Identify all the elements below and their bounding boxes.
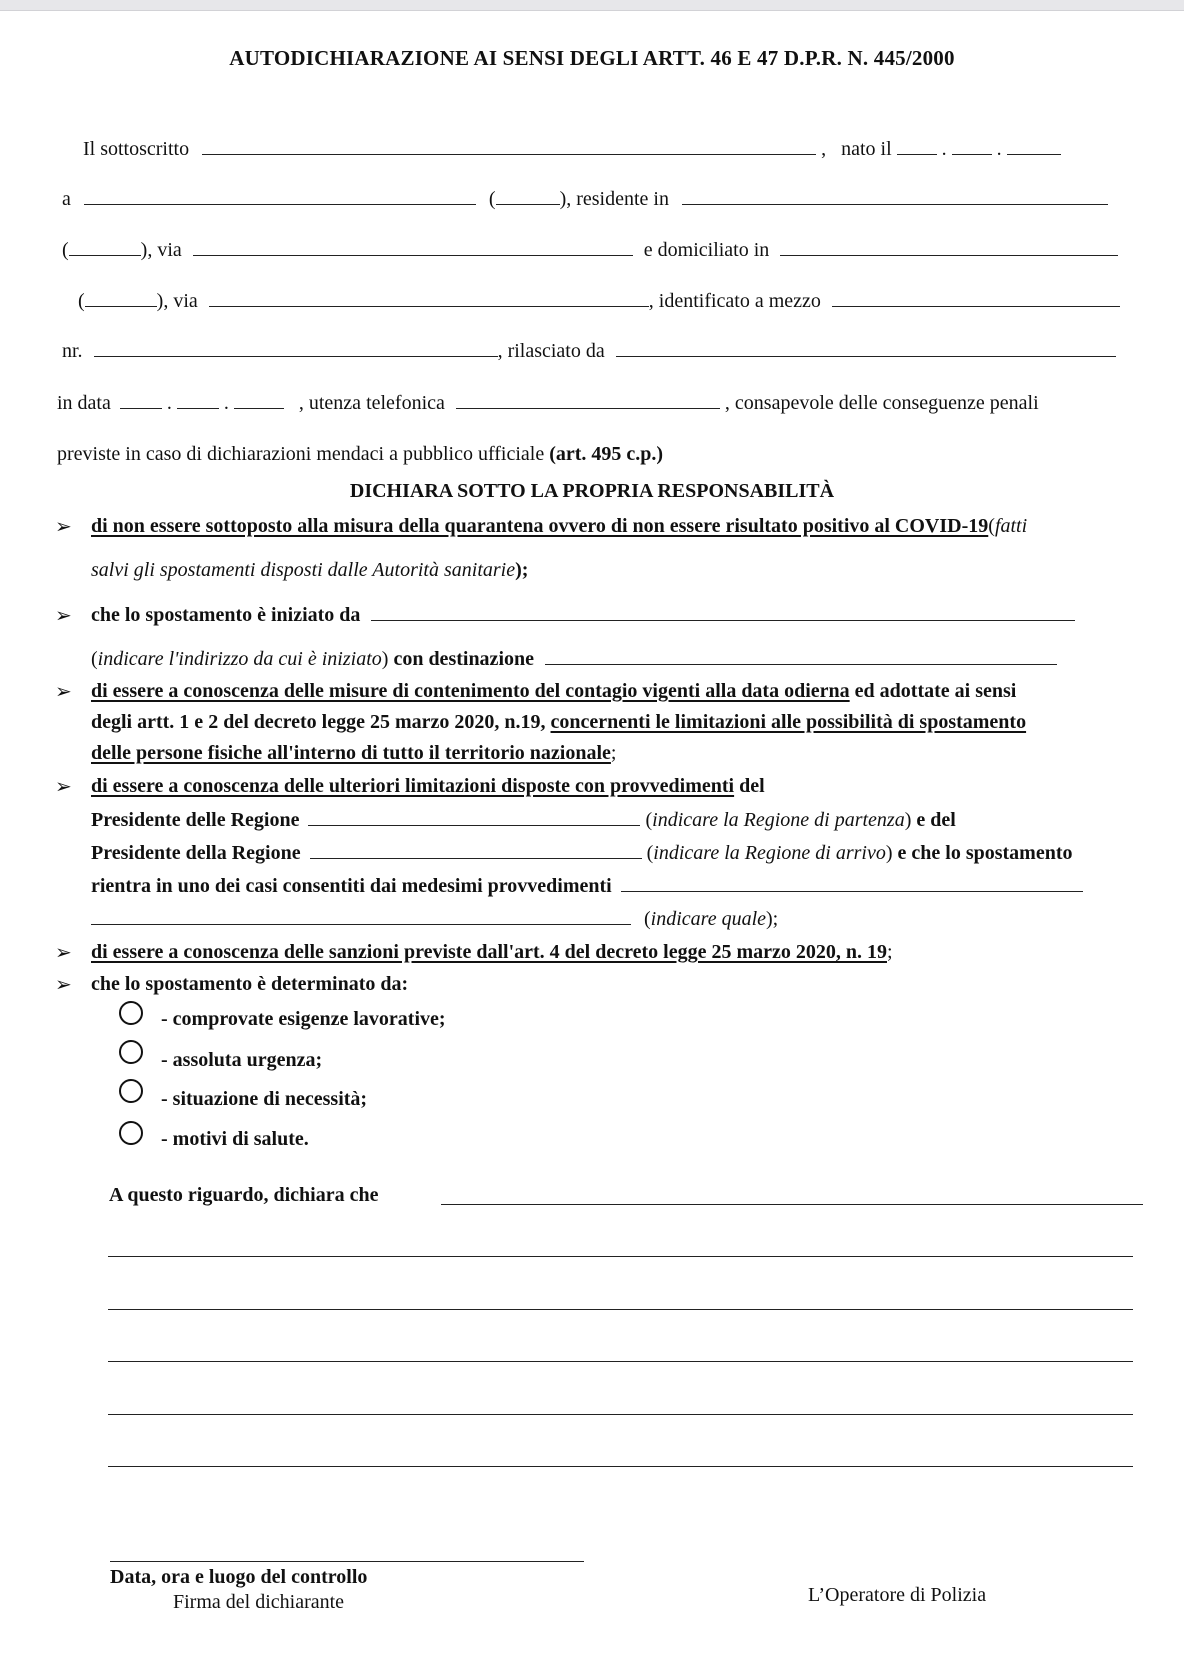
option-label-urgenza: - assoluta urgenza; bbox=[161, 1049, 323, 1071]
row-residence-via: ( ), via e domiciliato in bbox=[62, 238, 1118, 262]
field-dichiarazione-line-3[interactable] bbox=[108, 1309, 1133, 1310]
bullet-arrow-icon: ➢ bbox=[55, 516, 72, 538]
row-previste: previste in caso di dichiarazioni mendaci a pubblico ufficiale (art. 495 c.p.) bbox=[57, 443, 664, 465]
field-residence-street[interactable] bbox=[193, 238, 633, 256]
field-domicile-line[interactable] bbox=[780, 238, 1118, 256]
label-operatore-polizia: L’Operatore di Polizia bbox=[808, 1584, 987, 1606]
label-firma-dichiarante: Firma del dichiarante bbox=[173, 1591, 345, 1613]
item-quarantena-cont: salvi gli spostamenti disposti dalle Autorità sanitarie); bbox=[91, 559, 529, 581]
item-quarantena: di non essere sottoposto alla misura della quarantena ovvero di non essere risultato positivo al COVID-19(fatti bbox=[91, 515, 1028, 537]
field-birth-province[interactable] bbox=[496, 187, 560, 205]
field-birth-month[interactable] bbox=[952, 137, 992, 155]
label-a-questo-riguardo: A questo riguardo, dichiara che bbox=[109, 1184, 379, 1206]
item-destinazione: (indicare l'indirizzo da cui è iniziato) con destinazione bbox=[91, 647, 1057, 671]
bullet-arrow-icon: ➢ bbox=[55, 974, 72, 996]
dichiara-heading: DICHIARA SOTTO LA PROPRIA RESPONSABILITÀ bbox=[349, 480, 835, 502]
window-top-bar bbox=[0, 0, 1184, 11]
field-issue-year[interactable] bbox=[234, 391, 284, 409]
field-start-address[interactable] bbox=[371, 603, 1075, 621]
option-radio-salute[interactable] bbox=[119, 1121, 143, 1145]
item-rientra: rientra in uno dei casi consentiti dai medesimi provvedimenti bbox=[91, 874, 1083, 898]
item-iniziato: che lo spostamento è iniziato da bbox=[91, 603, 1075, 627]
item-presidente-partenza: Presidente delle Regione (indicare la Regione di partenza) e del bbox=[91, 809, 956, 831]
bullet-arrow-icon: ➢ bbox=[55, 776, 72, 798]
row-sottoscritto: Il sottoscritto , nato il . . bbox=[83, 137, 1061, 161]
label-nato-il: nato il bbox=[841, 138, 892, 160]
field-name-line[interactable] bbox=[202, 137, 816, 155]
field-residence-province[interactable] bbox=[69, 238, 141, 256]
field-destination[interactable] bbox=[545, 647, 1057, 665]
row-birthplace: a ( ), residente in bbox=[62, 187, 1108, 211]
field-dichiarazione-line-5[interactable] bbox=[108, 1414, 1133, 1415]
field-caso-consentito[interactable] bbox=[621, 874, 1083, 892]
field-quale[interactable] bbox=[91, 907, 631, 925]
option-label-lavorative: - comprovate esigenze lavorative; bbox=[161, 1008, 446, 1030]
field-doc-number[interactable] bbox=[94, 339, 498, 357]
label-sottoscritto: Il sottoscritto bbox=[83, 138, 190, 160]
item-ulteriori: di essere a conoscenza delle ulteriori limitazioni disposte con provvedimenti del bbox=[91, 775, 765, 797]
bullet-arrow-icon: ➢ bbox=[55, 605, 72, 627]
bullet-arrow-icon: ➢ bbox=[55, 681, 72, 703]
field-regione-arrivo[interactable] bbox=[310, 841, 642, 859]
field-birth-year[interactable] bbox=[1007, 137, 1061, 155]
field-regione-partenza[interactable] bbox=[308, 808, 640, 826]
item-presidente-arrivo: Presidente della Regione (indicare la Regione di arrivo) e che lo spostamento bbox=[91, 842, 1073, 864]
option-radio-urgenza[interactable] bbox=[119, 1040, 143, 1064]
field-dichiarazione-line-1[interactable] bbox=[441, 1204, 1143, 1205]
field-phone[interactable] bbox=[456, 391, 720, 409]
field-id-document[interactable] bbox=[832, 289, 1120, 307]
field-domicile-street[interactable] bbox=[209, 289, 649, 307]
row-domicile-via: ( ), via , identificato a mezzo bbox=[78, 289, 1120, 313]
row-document-number: nr. , rilasciato da bbox=[62, 339, 1116, 363]
field-birth-day[interactable] bbox=[897, 137, 937, 155]
field-issued-by[interactable] bbox=[616, 339, 1116, 357]
option-label-necessita: - situazione di necessità; bbox=[161, 1088, 368, 1110]
bullet-arrow-icon: ➢ bbox=[55, 942, 72, 964]
document-title: AUTODICHIARAZIONE AI SENSI DEGLI ARTT. 46 E 47 D.P.R. N. 445/2000 bbox=[229, 46, 955, 70]
field-dichiarazione-line-6[interactable] bbox=[108, 1466, 1133, 1467]
option-radio-lavorative[interactable] bbox=[119, 1001, 143, 1025]
signature-line[interactable] bbox=[110, 1561, 584, 1562]
row-date-phone: in data . . , utenza telefonica , consapevole delle conseguenze penali bbox=[57, 392, 1039, 414]
option-label-salute: - motivi di salute. bbox=[161, 1128, 309, 1150]
item-conoscenza-misure-end: delle persone fisiche all'interno di tutto il territorio nazionale; bbox=[91, 742, 617, 764]
item-determinato: che lo spostamento è determinato da: bbox=[91, 973, 409, 995]
item-indicare-quale: (indicare quale); bbox=[91, 907, 778, 931]
field-dichiarazione-line-4[interactable] bbox=[108, 1361, 1133, 1362]
field-residence-line[interactable] bbox=[682, 187, 1108, 205]
option-radio-necessita[interactable] bbox=[119, 1079, 143, 1103]
item-sanzioni: di essere a conoscenza delle sanzioni previste dall'art. 4 del decreto legge 25 marzo 2020, n. 19; bbox=[91, 941, 893, 963]
field-domicile-province[interactable] bbox=[85, 289, 157, 307]
field-birthplace-line[interactable] bbox=[84, 187, 476, 205]
item-conoscenza-misure: di essere a conoscenza delle misure di contenimento del contagio vigenti alla data odierna ed adottate ai sensi bbox=[91, 680, 1017, 702]
label-data-ora-luogo: Data, ora e luogo del controllo bbox=[110, 1566, 368, 1588]
field-issue-month[interactable] bbox=[177, 391, 219, 409]
field-issue-day[interactable] bbox=[120, 391, 162, 409]
field-dichiarazione-line-2[interactable] bbox=[108, 1256, 1133, 1257]
item-conoscenza-misure-cont: degli artt. 1 e 2 del decreto legge 25 marzo 2020, n.19, concernenti le limitazioni alle possibilità di spostamento bbox=[91, 711, 1027, 733]
